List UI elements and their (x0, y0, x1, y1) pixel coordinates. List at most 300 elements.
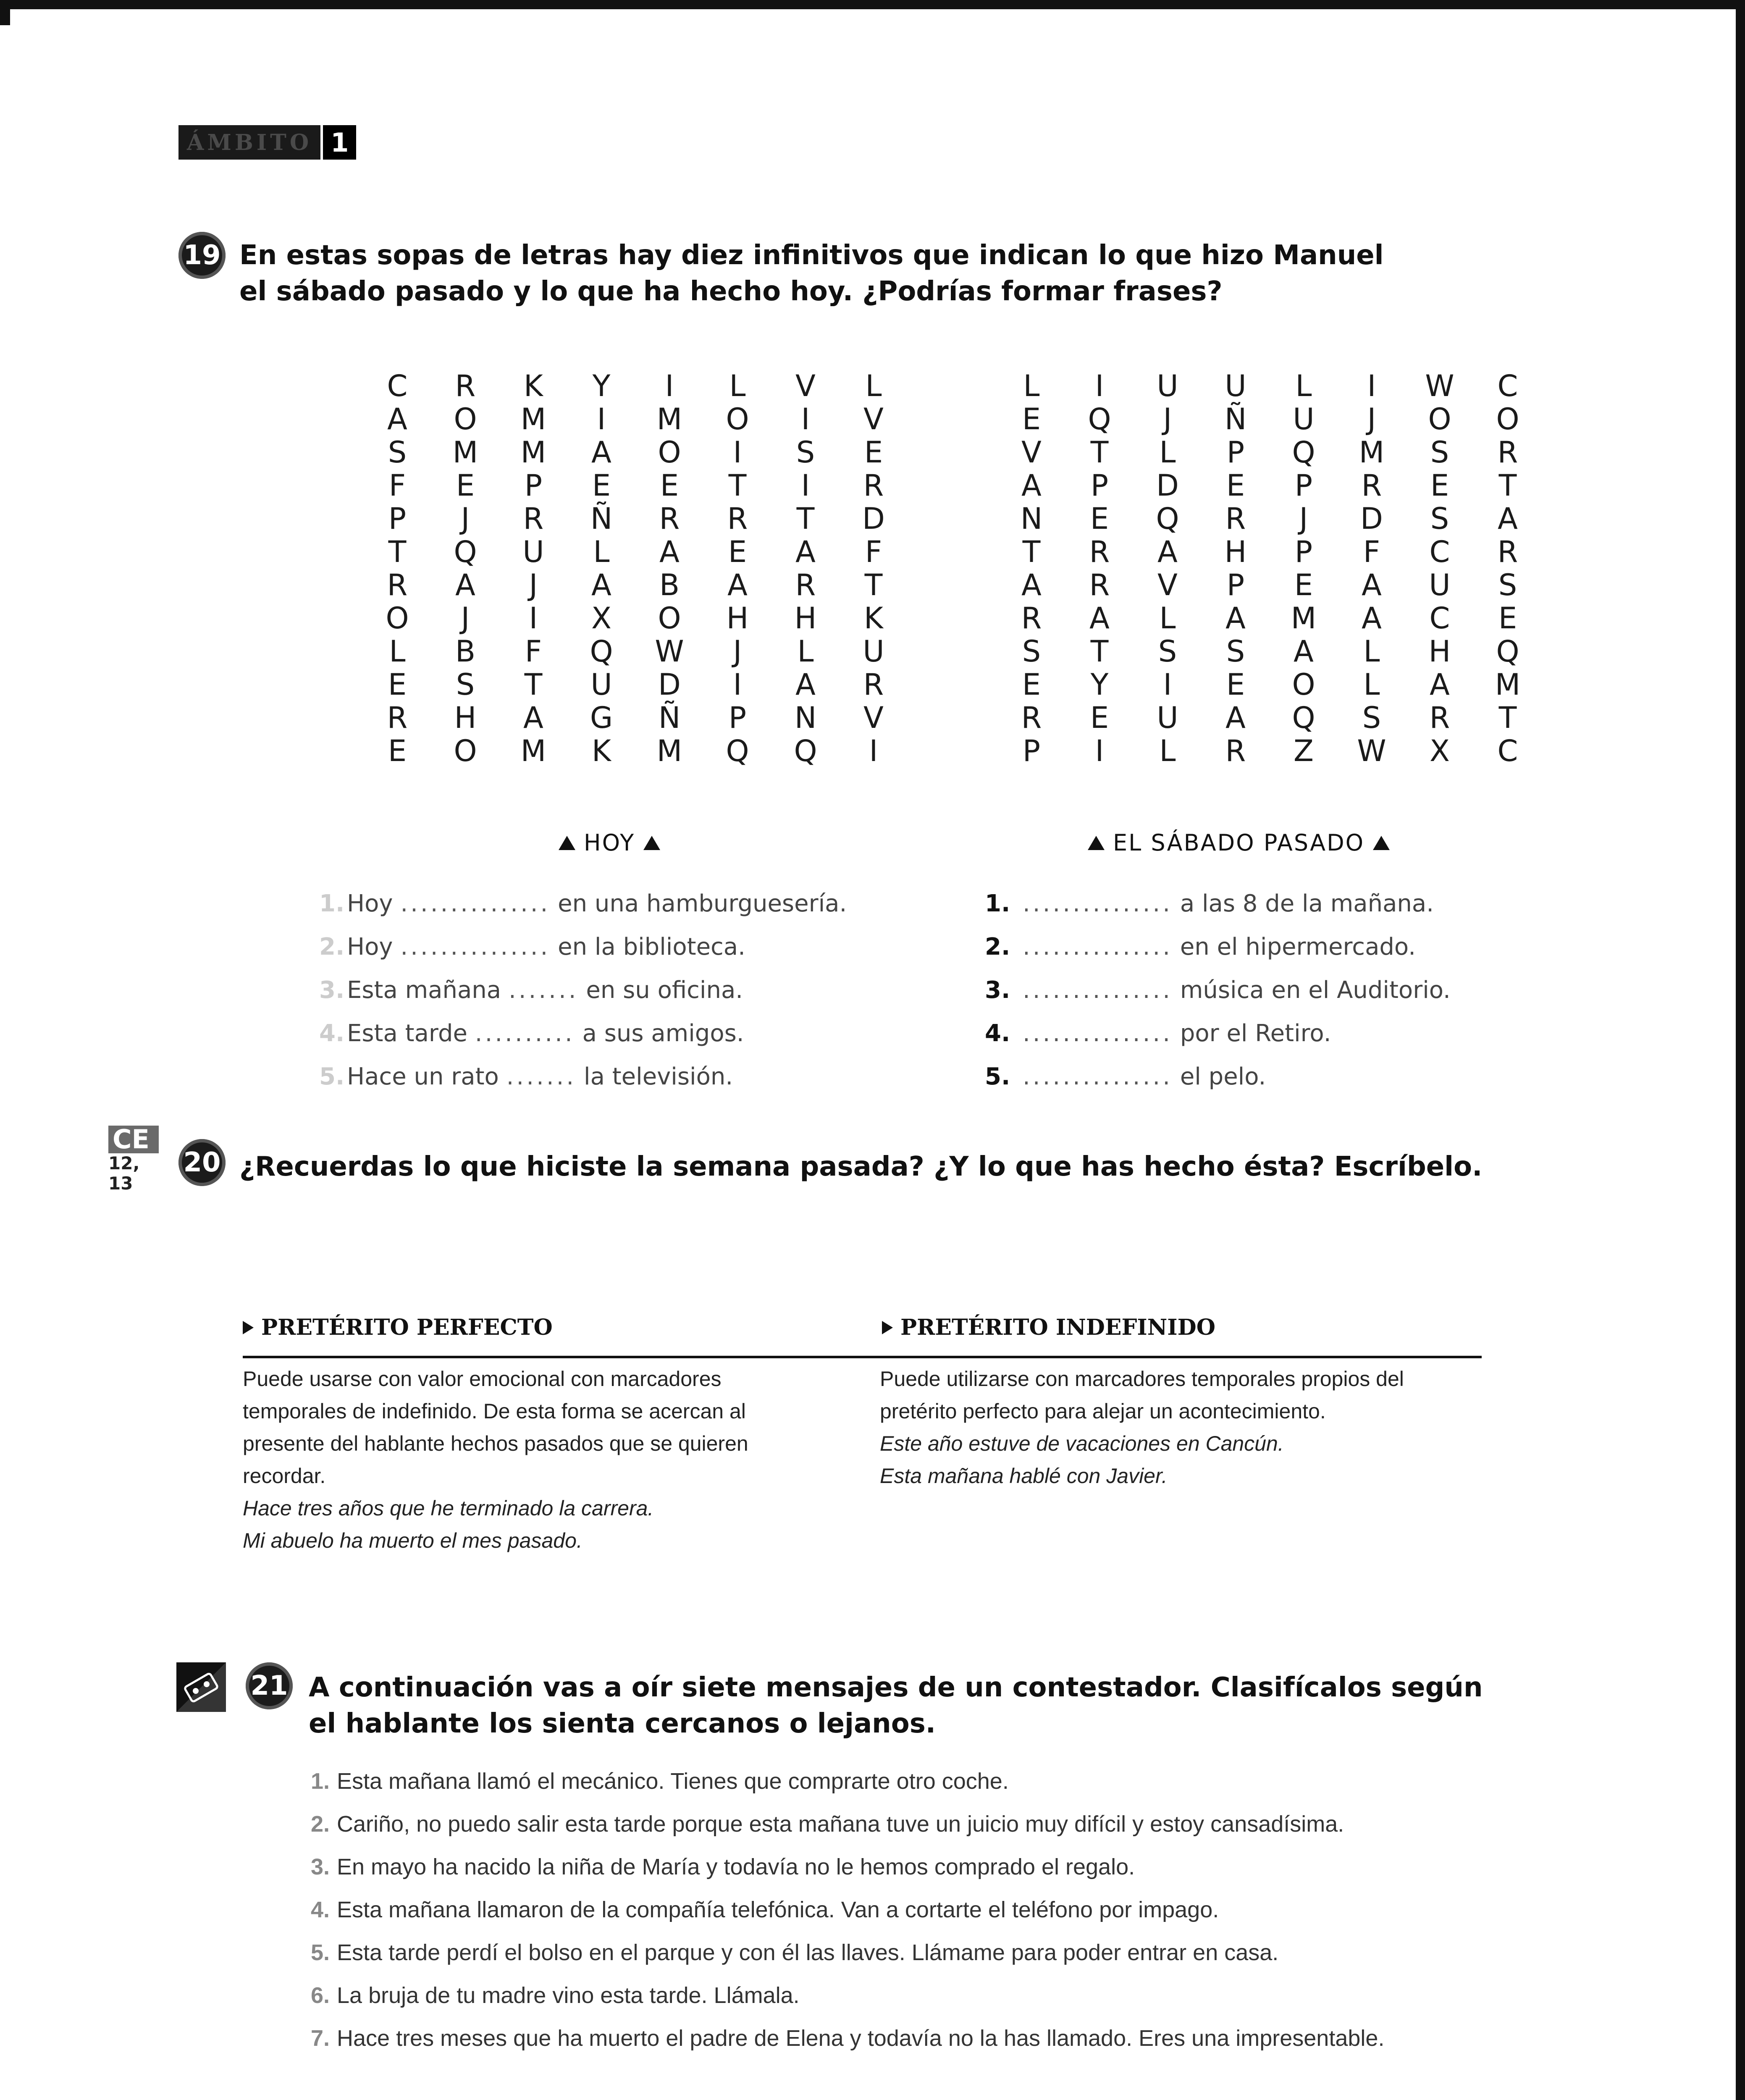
exercise-21-line-2: el hablante los sienta cercanos o lejanos. (309, 1708, 936, 1739)
grid-letter: M (1291, 601, 1317, 635)
grid-letter: T (1498, 468, 1517, 503)
grid-letter: T (1498, 701, 1517, 735)
grid-letter: D (1156, 468, 1179, 503)
answering-machine-message (311, 1888, 1384, 1931)
grid-letter: L (389, 634, 406, 669)
grid-letter: F (1363, 535, 1380, 569)
grid-letter: S (1022, 634, 1041, 669)
grid-letter: E (592, 468, 611, 503)
sentence-number: 3. (319, 976, 345, 1004)
grid-letter: R (455, 369, 476, 403)
ce-refs: 12, 13 (108, 1153, 140, 1194)
exercise-20-instruction: ¿Recuerdas lo que hiciste la semana pasada? ¿Y lo que has hecho ésta? Escríbelo. (239, 1151, 1483, 1182)
grid-letter: Q (726, 734, 749, 768)
grid-letter: I (665, 369, 674, 403)
perfecto-title (243, 1315, 553, 1340)
grid-letter: R (1429, 701, 1450, 735)
grid-letter: B (455, 634, 476, 669)
grid-letter: Q (1292, 701, 1315, 735)
grid-letter: R (387, 701, 408, 735)
grid-letter: O (454, 734, 477, 768)
grid-letter: E (1498, 601, 1517, 635)
grid-letter: A (795, 667, 816, 702)
grid-letter: H (454, 701, 477, 735)
grid-letter: P (1294, 468, 1313, 503)
grid-letter: A (387, 402, 407, 436)
sentence-blank: ............... (400, 933, 551, 961)
grid-letter: R (1497, 435, 1518, 470)
grid-letter: Q (454, 535, 477, 569)
page-border-right (1736, 0, 1745, 2100)
grid-letter: Q (1292, 435, 1315, 470)
grid-letter: O (1428, 402, 1451, 436)
grid-letter: Y (592, 369, 611, 403)
play-arrow-icon (882, 1321, 893, 1334)
answering-machine-message (311, 1760, 1384, 1803)
grid-letter: X (591, 601, 611, 635)
grid-letter: U (1225, 369, 1246, 403)
message-text: Cariño, no puedo salir esta tarde porque esta mañana tuve un juicio muy difícil y estoy cansadísima. (337, 1811, 1344, 1837)
grid-letter: E (864, 435, 883, 470)
grid-letter: E (388, 734, 407, 768)
grid-letter: I (869, 734, 878, 768)
grid-letter: L (1295, 369, 1312, 403)
triangle-icon (643, 836, 660, 850)
message-number: 5. (311, 1940, 330, 1965)
sentence-number: 2. (985, 933, 1010, 961)
exercise-21-line-1: A continuación vas a oír siete mensajes de un contestador. Clasifícalos según (309, 1672, 1483, 1703)
exercise-21-badge: 21 (246, 1662, 293, 1709)
grid-letter: P (1294, 535, 1313, 569)
grid-letter: U (1429, 568, 1451, 602)
sentence-blank: ............... (1023, 976, 1173, 1004)
grid-letter: K (592, 734, 611, 768)
triangle-icon (559, 836, 575, 850)
sentence-start: Esta mañana (347, 976, 501, 1004)
grid-letter: W (1357, 734, 1386, 768)
triangle-icon (1088, 836, 1105, 850)
grid-letter: U (1157, 701, 1178, 735)
grid-letter: E (1090, 701, 1109, 735)
grid-letter: M (656, 734, 682, 768)
exercise-19-instruction (239, 237, 1384, 310)
label-hoy-text: HOY (584, 830, 635, 856)
sentence-blank: ....... (506, 1063, 577, 1090)
grid-letter: O (658, 601, 681, 635)
grid-letter: U (1293, 402, 1315, 436)
sentence-number: 3. (985, 976, 1010, 1004)
grid-letter: T (524, 667, 543, 702)
perfecto-line: temporales de indefinido. De esta forma se acercan al (243, 1399, 746, 1423)
grid-letter: J (1163, 402, 1172, 436)
grid-letter: A (1089, 601, 1110, 635)
grid-letter: P (524, 468, 543, 503)
sentence-end: en su oficina. (586, 976, 743, 1004)
grid-letter: U (1157, 369, 1178, 403)
grid-letter: Q (590, 634, 613, 669)
grid-letter: L (1159, 435, 1176, 470)
grid-letter: A (659, 535, 680, 569)
sentence-blank: ....... (508, 976, 579, 1004)
sentence-blank: ............... (1023, 890, 1173, 917)
grid-letter: T (1090, 634, 1109, 669)
page-corner-mark (0, 0, 10, 25)
grid-letter: A (1498, 501, 1518, 536)
sabado-sentence (985, 1012, 1451, 1055)
grid-letter: F (525, 634, 542, 669)
grid-letter: Z (1294, 734, 1314, 768)
answering-machine-message (311, 1931, 1384, 1974)
grid-letter: W (655, 634, 684, 669)
play-arrow-icon (243, 1321, 254, 1334)
grid-letter: R (387, 568, 408, 602)
grid-letter: O (386, 601, 409, 635)
grid-letter: A (1225, 701, 1246, 735)
grid-letter: R (523, 501, 544, 536)
grid-letter: O (726, 402, 749, 436)
perfecto-title-text: PRETÉRITO PERFECTO (261, 1315, 553, 1340)
grid-letter: I (597, 402, 606, 436)
grammar-rule (243, 1356, 1482, 1358)
sabado-sentence (985, 882, 1451, 925)
grid-letter: A (1430, 667, 1450, 702)
perfecto-line: presente del hablante hechos pasados que se quieren (243, 1432, 748, 1455)
sentence-start: Hoy (347, 890, 393, 917)
grid-letter: L (1363, 667, 1380, 702)
grid-letter: O (658, 435, 681, 470)
grid-letter: T (728, 468, 747, 503)
label-sabado (1079, 830, 1398, 856)
sentence-blank: ............... (1023, 933, 1173, 961)
grid-letter: C (387, 369, 408, 403)
grid-letter: Y (1090, 667, 1109, 702)
perfecto-line: Puede usarse con valor emocional con marcadores (243, 1367, 722, 1391)
exercise-19-line-1: En estas sopas de letras hay diez infinitivos que indican lo que hizo Manuel (239, 240, 1384, 271)
grid-letter: J (529, 568, 538, 602)
perfecto-line: recordar. (243, 1464, 326, 1488)
message-number: 3. (311, 1854, 330, 1880)
grid-letter: A (1225, 601, 1246, 635)
grid-letter: J (461, 501, 470, 536)
grid-letter: P (1090, 468, 1109, 503)
grid-letter: M (520, 734, 546, 768)
grid-letter: V (1021, 435, 1042, 470)
grid-letter: A (455, 568, 475, 602)
grid-letter: L (1159, 601, 1176, 635)
sabado-sentence (985, 969, 1451, 1012)
grid-letter: R (1089, 535, 1110, 569)
grid-letter: R (1225, 501, 1246, 536)
indefinido-title-text: PRETÉRITO INDEFINIDO (900, 1315, 1215, 1340)
hoy-sentence (319, 882, 847, 925)
grid-letter: L (593, 535, 610, 569)
exercise-21-instruction (309, 1670, 1527, 1742)
grid-letter: L (865, 369, 882, 403)
sentence-blank: ............... (400, 890, 551, 917)
page-border-top (0, 0, 1745, 9)
indefinido-example: Este año estuve de vacaciones en Cancún. (880, 1432, 1284, 1455)
grid-letter: G (590, 701, 613, 735)
grid-letter: T (1022, 535, 1041, 569)
grid-letter: I (1367, 369, 1376, 403)
grid-letter: M (1359, 435, 1385, 470)
sentence-end: el pelo. (1180, 1063, 1266, 1090)
sentence-number: 5. (985, 1063, 1010, 1090)
hoy-sentence (319, 1055, 847, 1098)
exercise-19-line-2: el sábado pasado y lo que ha hecho hoy. ¿Podrías formar frases? (239, 276, 1223, 307)
grid-letter: M (452, 435, 478, 470)
grid-letter: R (1225, 734, 1246, 768)
grid-letter: Q (1156, 501, 1179, 536)
grid-letter: S (1498, 568, 1517, 602)
grid-letter: F (865, 535, 882, 569)
sentence-end: música en el Auditorio. (1180, 976, 1451, 1004)
message-text: En mayo ha nacido la niña de María y todavía no le hemos comprado el regalo. (337, 1854, 1135, 1880)
perfecto-example: Hace tres años que he terminado la carrera. (243, 1496, 654, 1520)
grid-letter: T (796, 501, 815, 536)
message-number: 2. (311, 1811, 330, 1837)
sabado-sentence (985, 925, 1451, 969)
grid-letter: U (863, 634, 884, 669)
grid-letter: H (1428, 634, 1451, 669)
message-number: 4. (311, 1897, 330, 1922)
word-search-sabado (997, 370, 1542, 768)
answering-machine-message (311, 1974, 1384, 2017)
grid-letter: O (454, 402, 477, 436)
grid-letter: A (795, 535, 816, 569)
grid-letter: T (388, 535, 407, 569)
grid-letter: E (1226, 468, 1245, 503)
grid-letter: A (1021, 468, 1042, 503)
grid-letter: J (461, 601, 470, 635)
sentence-number: 1. (319, 890, 345, 917)
grid-letter: Ñ (590, 501, 613, 536)
message-text: Esta tarde perdí el bolso en el parque y con él las llaves. Llámame para poder entrar en casa. (337, 1940, 1279, 1965)
grid-letter: A (591, 568, 611, 602)
grid-letter: A (1362, 568, 1382, 602)
grid-letter: J (1367, 402, 1376, 436)
grid-letter: V (1157, 568, 1178, 602)
grid-letter: A (727, 568, 748, 602)
grid-letter: E (388, 667, 407, 702)
message-text: Esta mañana llamaron de la compañía telefónica. Van a cortarte el teléfono por impago. (337, 1897, 1219, 1922)
grid-letter: P (1022, 734, 1041, 768)
word-search-hoy (363, 370, 908, 768)
sentence-blank: ............... (1023, 1063, 1173, 1090)
grid-letter: J (733, 634, 742, 669)
cuaderno-reference (108, 1124, 159, 1194)
indefinido-example: Esta mañana hablé con Javier. (880, 1464, 1168, 1488)
grid-letter: I (733, 667, 742, 702)
grid-letter: D (1360, 501, 1383, 536)
message-number: 7. (311, 2026, 330, 2051)
grid-letter: Q (1088, 402, 1111, 436)
grid-letter: B (659, 568, 680, 602)
grid-letter: P (728, 701, 747, 735)
sentence-start: Hace un rato (347, 1063, 499, 1090)
message-text: Hace tres meses que ha muerto el padre de Elena y todavía no la has llamado. Eres una impresentable. (337, 2026, 1385, 2051)
sentence-end: en el hipermercado. (1180, 933, 1416, 961)
grid-letter: R (727, 501, 748, 536)
grid-letter: A (1157, 535, 1178, 569)
grid-letter: R (1021, 601, 1042, 635)
sentence-number: 1. (985, 890, 1010, 917)
grid-letter: O (1496, 402, 1519, 436)
grid-letter: R (863, 667, 884, 702)
exercise-20-badge: 20 (178, 1139, 226, 1186)
grid-letter: I (1095, 369, 1104, 403)
grid-letter: C (1497, 369, 1518, 403)
grid-letter: E (1294, 568, 1313, 602)
grid-letter: R (1021, 701, 1042, 735)
answering-machine-message (311, 1803, 1384, 1845)
unit-number: 1 (323, 125, 356, 160)
grid-letter: S (456, 667, 475, 702)
unit-tag (178, 125, 356, 160)
grid-letter: A (1021, 568, 1042, 602)
grid-letter: V (795, 369, 816, 403)
grid-letter: L (1159, 734, 1176, 768)
grid-letter: R (1497, 535, 1518, 569)
grid-letter: W (1425, 369, 1454, 403)
grid-letter: M (520, 402, 546, 436)
message-number: 6. (311, 1983, 330, 2008)
grid-letter: Ñ (1224, 402, 1247, 436)
grid-letter: D (862, 501, 885, 536)
sentence-blank: ............... (1023, 1020, 1173, 1047)
grid-letter: C (1429, 535, 1450, 569)
grid-letter: H (726, 601, 749, 635)
grid-letter: R (659, 501, 680, 536)
exercise-19-badge: 19 (178, 232, 226, 279)
grid-letter: R (795, 568, 816, 602)
grid-letter: S (796, 435, 815, 470)
grid-letter: L (1023, 369, 1040, 403)
grid-letter: N (794, 701, 817, 735)
grid-letter: I (801, 468, 810, 503)
grid-letter: S (1430, 501, 1449, 536)
sabado-sentence (985, 1055, 1451, 1098)
grid-letter: T (1090, 435, 1109, 470)
grid-letter: F (388, 468, 406, 503)
grid-letter: S (1362, 701, 1381, 735)
grid-letter: R (1089, 568, 1110, 602)
grid-letter: T (864, 568, 883, 602)
hoy-sentence (319, 925, 847, 969)
grid-letter: L (1363, 634, 1380, 669)
sentence-blank: .......... (475, 1020, 575, 1047)
grid-letter: E (728, 535, 747, 569)
grid-letter: D (658, 667, 681, 702)
indefinido-explanation (880, 1363, 1476, 1492)
answering-machine-message (311, 2017, 1384, 2060)
hoy-sentence-list (319, 882, 847, 1098)
grid-letter: I (1095, 734, 1104, 768)
grid-letter: I (733, 435, 742, 470)
grid-letter: X (1430, 734, 1450, 768)
message-list (311, 1760, 1384, 2060)
sabado-sentence-list (985, 882, 1451, 1098)
grid-letter: A (1362, 601, 1382, 635)
grid-letter: H (1224, 535, 1247, 569)
grid-letter: E (1226, 667, 1245, 702)
indefinido-line: pretérito perfecto para alejar un acontecimiento. (880, 1399, 1326, 1423)
message-text: La bruja de tu madre vino esta tarde. Llámala. (337, 1983, 800, 2008)
hoy-sentence (319, 1012, 847, 1055)
perfecto-example: Mi abuelo ha muerto el mes pasado. (243, 1529, 583, 1552)
grid-letter: S (1226, 634, 1245, 669)
sentence-end: en una hamburguesería. (558, 890, 847, 917)
grid-letter: E (1090, 501, 1109, 536)
unit-word: ÁMBITO (178, 125, 320, 160)
grid-letter: I (801, 402, 810, 436)
grid-letter: Q (1496, 634, 1519, 669)
grid-letter: S (388, 435, 407, 470)
grid-letter: C (1497, 734, 1518, 768)
grid-letter: A (1294, 634, 1314, 669)
grid-letter: A (591, 435, 611, 470)
grid-letter: H (794, 601, 817, 635)
triangle-icon (1373, 836, 1390, 850)
grid-letter: L (797, 634, 814, 669)
grid-letter: Q (794, 734, 817, 768)
grid-letter: E (1430, 468, 1449, 503)
sentence-end: la televisión. (584, 1063, 733, 1090)
grid-letter: M (656, 402, 682, 436)
grid-letter: M (520, 435, 546, 470)
grid-letter: N (1020, 501, 1043, 536)
sentence-number: 4. (985, 1020, 1010, 1047)
sentence-end: en la biblioteca. (558, 933, 745, 961)
grid-letter: E (456, 468, 475, 503)
grid-letter: S (1158, 634, 1177, 669)
grid-letter: L (729, 369, 746, 403)
grid-letter: P (388, 501, 407, 536)
grid-letter: R (1361, 468, 1382, 503)
grid-letter: Ñ (658, 701, 681, 735)
message-text: Esta mañana llamó el mecánico. Tienes que comprarte otro coche. (337, 1769, 1009, 1794)
grid-letter: R (863, 468, 884, 503)
indefinido-line: Puede utilizarse con marcadores temporales propios del (880, 1367, 1404, 1391)
answering-machine-message (311, 1845, 1384, 1888)
grid-letter: I (529, 601, 538, 635)
audio-cassette-icon (176, 1662, 226, 1712)
grid-letter: U (590, 667, 612, 702)
grid-letter: A (523, 701, 543, 735)
sentence-end: a las 8 de la mañana. (1180, 890, 1434, 917)
sentence-number: 4. (319, 1020, 345, 1047)
grid-letter: S (1430, 435, 1449, 470)
label-hoy (550, 830, 669, 856)
sentence-number: 2. (319, 933, 345, 961)
sentence-start: Hoy (347, 933, 393, 961)
grid-letter: E (660, 468, 679, 503)
grid-letter: C (1429, 601, 1450, 635)
grid-letter: K (864, 601, 883, 635)
indefinido-title (882, 1315, 1215, 1340)
sentence-end: a sus amigos. (582, 1020, 744, 1047)
grid-letter: K (524, 369, 543, 403)
grid-letter: I (1163, 667, 1172, 702)
sentence-end: por el Retiro. (1180, 1020, 1331, 1047)
grid-letter: P (1226, 435, 1245, 470)
grid-letter: E (1022, 667, 1041, 702)
sentence-number: 5. (319, 1063, 345, 1090)
grid-letter: J (1299, 501, 1308, 536)
label-sabado-text: EL SÁBADO PASADO (1113, 830, 1365, 856)
grid-letter: U (522, 535, 544, 569)
hoy-sentence (319, 969, 847, 1012)
